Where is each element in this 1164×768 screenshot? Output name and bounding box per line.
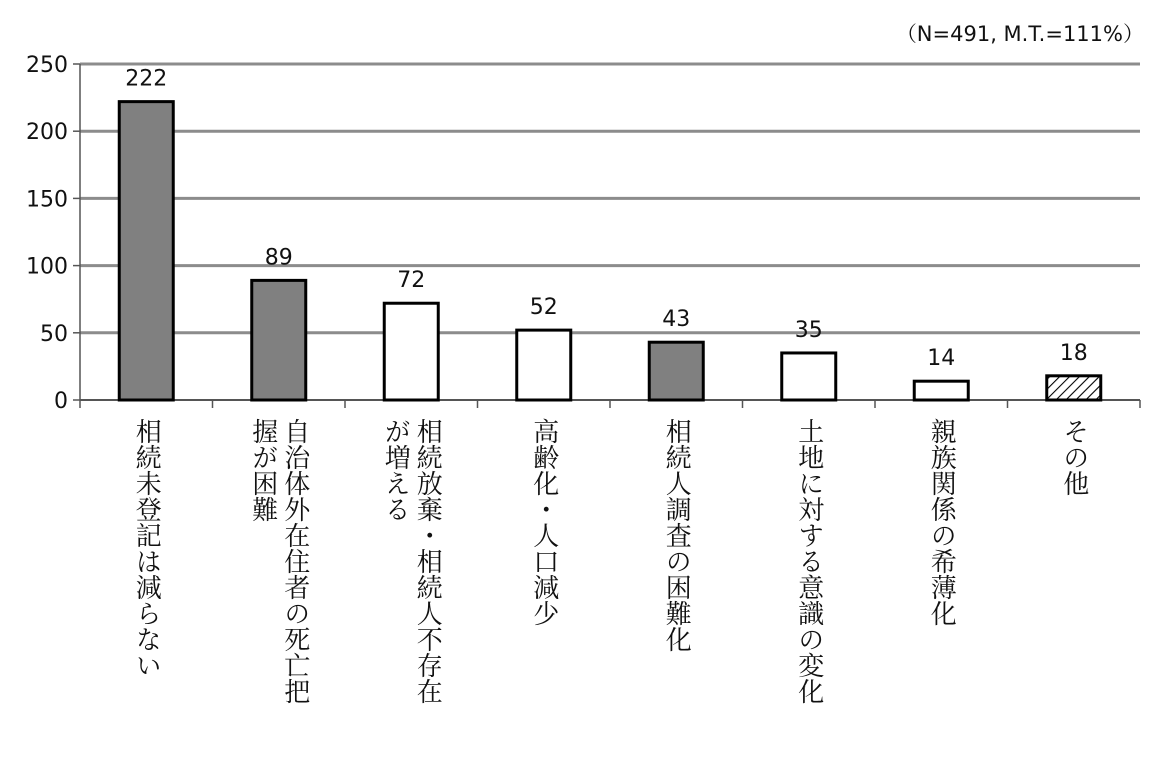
category-label: 相続人調査の困難化 — [661, 418, 692, 652]
y-tick-label: 250 — [26, 53, 68, 78]
value-label: 18 — [1059, 340, 1088, 366]
category-label: 相続放棄・相続人不存在 — [412, 418, 443, 704]
category-label: 土地に対する意識の変化 — [793, 418, 824, 704]
axes — [73, 64, 1140, 408]
value-label: 14 — [927, 346, 956, 372]
value-label: 43 — [662, 307, 691, 333]
bar — [384, 303, 438, 400]
y-tick-label: 100 — [26, 254, 68, 280]
y-tick-label: 50 — [40, 321, 68, 347]
category-label: 握が困難 — [247, 418, 278, 522]
category-label: が増える — [380, 418, 411, 522]
y-tick-label: 200 — [26, 120, 68, 146]
value-label: 222 — [125, 66, 168, 92]
category-label: 高齢化・人口減少 — [528, 418, 559, 626]
category-label: 親族関係の希薄化 — [926, 418, 957, 626]
value-label: 72 — [397, 268, 426, 294]
category-label: 相続未登記は減らない — [131, 418, 162, 678]
category-label: 自治体外在住者の死亡把 — [279, 418, 310, 704]
bar — [782, 353, 836, 400]
bar — [649, 342, 703, 400]
y-tick-label: 0 — [54, 389, 68, 414]
y-tick-label: 150 — [26, 187, 68, 213]
bar — [914, 381, 968, 400]
value-label: 52 — [529, 295, 558, 321]
gridlines — [80, 64, 1140, 333]
bar — [119, 102, 173, 400]
category-label: その他 — [1058, 418, 1089, 496]
value-label: 89 — [264, 245, 293, 271]
bar — [1047, 376, 1101, 400]
sample-size-note: （N=491, M.T.=111%） — [895, 22, 1144, 46]
bar — [517, 330, 571, 400]
bar — [252, 280, 306, 400]
value-label: 35 — [794, 317, 823, 343]
